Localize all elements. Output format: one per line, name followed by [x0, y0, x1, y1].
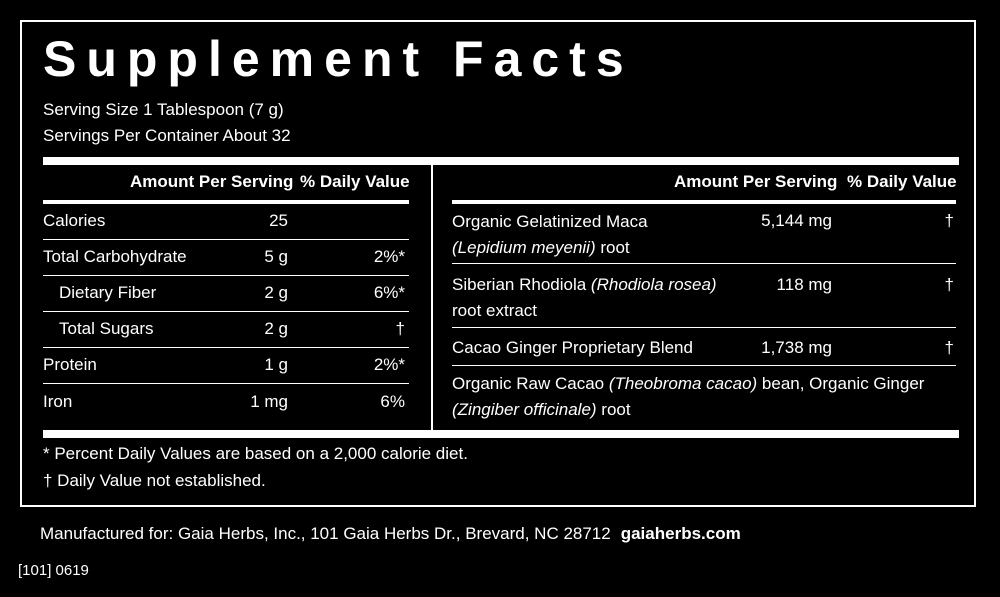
ingredient-part: root [595, 238, 630, 257]
footnote-percent: * Percent Daily Values are based on a 2,000 calorie diet. [43, 444, 468, 463]
row-amount: 2 g [264, 283, 288, 302]
servings-per-container: Servings Per Container About 32 [43, 126, 291, 145]
row-name: Total Carbohydrate [43, 247, 187, 266]
row-name [452, 272, 752, 324]
blend-part: root [596, 400, 631, 419]
row-rule [43, 383, 409, 384]
row-name: Dietary Fiber [59, 283, 157, 302]
ingredient-name: Organic Gelatinized Maca [452, 212, 648, 231]
row-name: Calories [43, 211, 106, 230]
manufacturer-line [40, 524, 741, 544]
row-dv: 2%* [373, 355, 405, 374]
row-rule [43, 275, 409, 276]
row-name: Protein [43, 355, 97, 374]
label-title: Supplement Facts [43, 31, 634, 87]
blend-ingredients [452, 371, 956, 423]
row-rule [452, 263, 956, 264]
website-link[interactable]: gaiaherbs.com [620, 524, 741, 543]
serving-size: Serving Size 1 Tablespoon (7 g) [43, 100, 284, 119]
row-dv: † [944, 275, 954, 294]
left-header-amount: Amount Per Serving [130, 172, 294, 191]
row-amount: 2 g [264, 319, 288, 338]
row-amount: 1,738 mg [761, 338, 832, 357]
row-dv: † [944, 338, 954, 357]
row-name: Total Sugars [59, 319, 154, 338]
row-dv: 6%* [373, 283, 405, 302]
left-header-rule [43, 200, 409, 204]
right-header-rule [452, 200, 956, 204]
row-rule [43, 239, 409, 240]
right-header-dv: % Daily Value [847, 172, 957, 191]
blend-latin: (Zingiber officinale) [452, 400, 597, 419]
row-rule [43, 311, 409, 312]
row-dv: † [944, 211, 954, 230]
row-name: Iron [43, 392, 73, 411]
row-amount: 1 g [264, 355, 288, 374]
supplement-facts-panel [20, 20, 976, 507]
ingredient-part: root extract [452, 301, 538, 320]
blend-part: bean, Organic Ginger [757, 374, 925, 393]
row-name [452, 209, 752, 261]
blend-part: Organic Raw Cacao [452, 374, 609, 393]
row-rule [452, 327, 956, 328]
left-header-dv: % Daily Value [300, 172, 410, 191]
lot-code: [101] 0619 [18, 562, 89, 579]
row-amount: 1 mg [250, 392, 288, 411]
manufacturer-text: Manufactured for: Gaia Herbs, Inc., 101 Gaia Herbs Dr., Brevard, NC 28712 [40, 524, 611, 543]
row-amount: 5 g [264, 247, 288, 266]
row-rule [43, 347, 409, 348]
right-header-amount: Amount Per Serving [674, 172, 838, 191]
row-dv: † [395, 319, 405, 338]
top-divider [43, 157, 959, 165]
ingredient-name: Siberian Rhodiola [452, 275, 591, 294]
row-name: Cacao Ginger Proprietary Blend [452, 338, 693, 357]
row-amount: 5,144 mg [761, 211, 832, 230]
column-divider [431, 164, 433, 430]
row-dv: 6% [380, 392, 405, 411]
row-amount: 118 mg [776, 275, 832, 294]
footnote-dagger: † Daily Value not established. [43, 471, 266, 490]
row-rule [452, 365, 956, 366]
ingredient-latin: (Rhodiola rosea) [590, 275, 717, 294]
blend-latin: (Theobroma cacao) [608, 374, 758, 393]
ingredient-latin: (Lepidium meyenii) [452, 238, 596, 257]
row-amount: 25 [269, 211, 288, 230]
row-dv: 2%* [373, 247, 405, 266]
bottom-divider [43, 430, 959, 438]
